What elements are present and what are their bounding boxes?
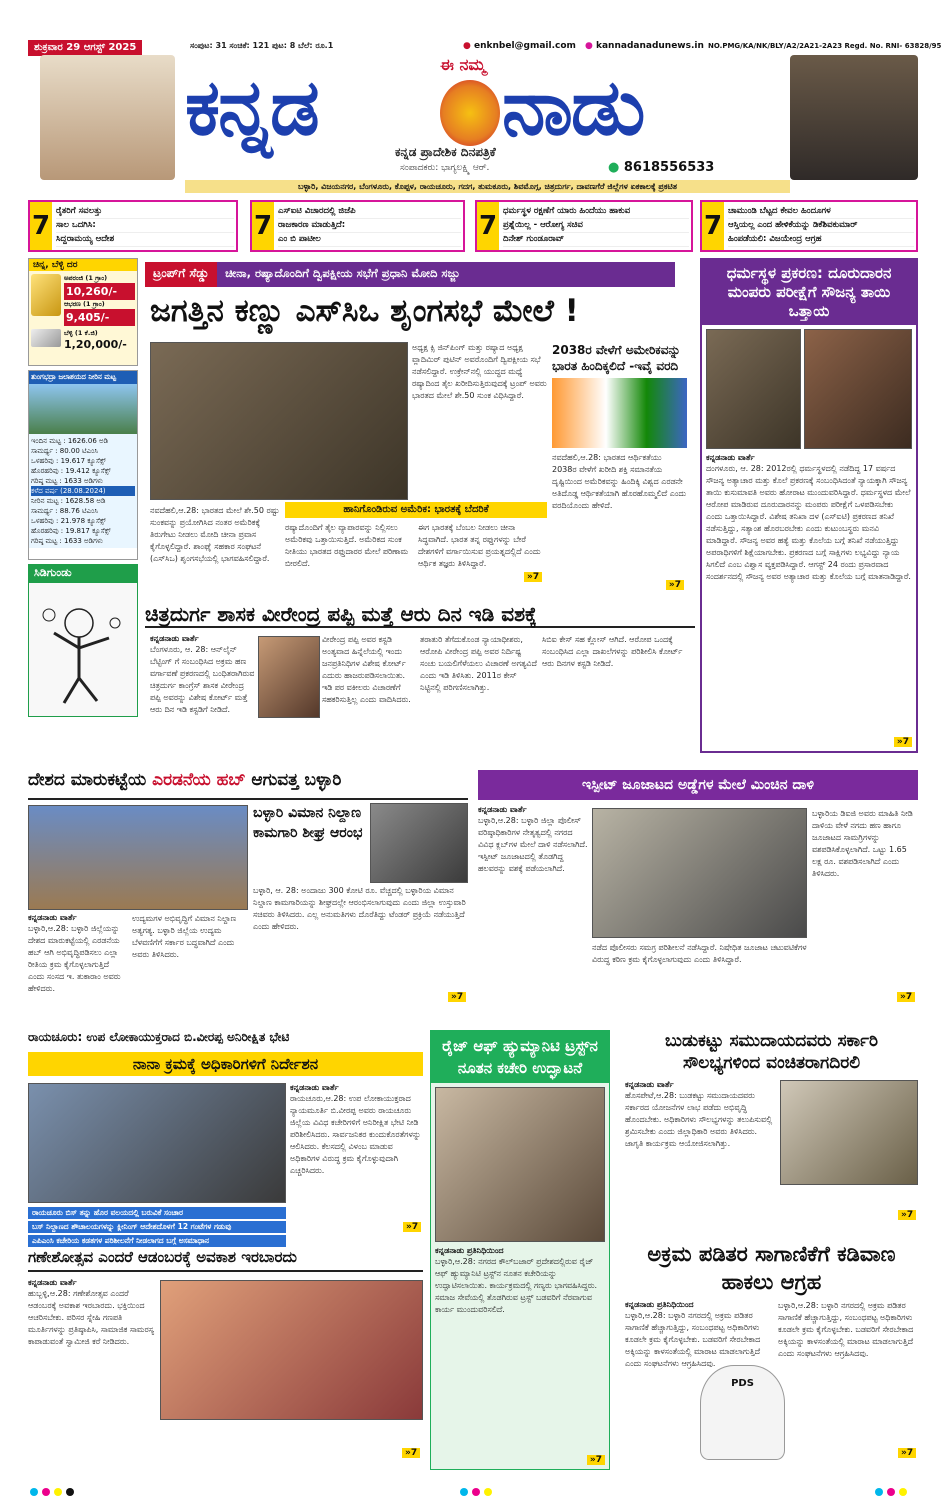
- dharmasthala-photos: [706, 329, 912, 449]
- registration-dot: [887, 1488, 895, 1496]
- raichur-bullet: ಎಪಿಎಂಸಿ ಕಚೇರಿಯ ಕಡತಗಳ ಪರಿಶೀಲನೆಗೆ ನೀಡಲಾಗದ ಬಗ್ಗೆ ಅಸಮಾಧಾನ: [28, 1235, 286, 1247]
- lead-body-2: ನವದೆಹಲಿ,ಆ.28: ಭಾರತದ ಮೇಲೆ ಶೇ.50 ರಷ್ಟು ಸುಂಕವನ್ನು ಪ್ರಯೋಗಿಸಿದ ನಂತರ ಅಮೆರಿಕಕ್ಕೆ ತಿರುಗೇಟು ನೀಡಲು ಮೋದಿ ಚೀನಾ ಪ್ರವಾಸ ಕೈಗೊಳ್ಳಲಿದ್ದಾರೆ. ಶಾಂಘೈ ಸಹಕಾರ ಸಂಘಟನೆ (ಎಸ್‌ಸಿಒ) ಶೃಂಗಸಭೆಯಲ್ಲಿ ಭಾಗವಹಿಸಲಿದ್ದಾರೆ.: [150, 506, 280, 563]
- hub-body-1: ಬಳ್ಳಾರಿ,ಆ.28: ಬಳ್ಳಾರಿ ಜಿಲ್ಲೆಯನ್ನು ದೇಶದ ಮಾರುಕಟ್ಟೆಯಲ್ಲಿ ಎರಡನೆಯ ಹಬ್ ಆಗಿ ಅಭಿವೃದ್ಧಿಪಡಿಸಲು ಎಲ್ಲಾ ರೀತಿಯ ಕ್ರಮ ಕೈಗೊಳ್ಳಲಾಗುತ್ತಿದೆ ಎಂದು ಸಂಸದ ಇ. ತುಕಾರಾಂ ಅವರು ಹೇಳಿದರು.: [28, 924, 121, 993]
- hub-photo: [28, 805, 248, 910]
- hub-body-3: ಬಳ್ಳಾರಿ, ಆ. 28: ಅಂದಾಜು 300 ಕೋಟಿ ರೂ. ವೆಚ್ಚದಲ್ಲಿ ಬಳ್ಳಾರಿಯ ವಿಮಾನ ನಿಲ್ದಾಣ ಕಾಮಗಾರಿಯನ್ನು ಶೀಘ್ರದಲ್ಲೇ ಆರಂಭಿಸಲಾಗುವುದು ಎಂದು ಜಿಲ್ಲಾ ಉಸ್ತುವಾರಿ ಸಚಿವರು ತಿಳಿಸಿದರು. ಎಲ್ಲ ಅನುಮತಿಗಳು ದೊರೆತಿದ್ದು ಟೆಂಡರ್ ಪ್ರಕ್ರಿಯೆ ನಡೆಯುತ್ತಿದೆ ಎಂದು ಹೇಳಿದರು.: [253, 886, 466, 931]
- email-link[interactable]: ● enknbel@gmail.com: [463, 41, 576, 51]
- dam-stats: [29, 434, 137, 548]
- chitradurga-body-2: ವೀರೇಂದ್ರ ಪಪ್ಪಿ ಅವರ ಕಸ್ಟಡಿ ಅಂತ್ಯವಾದ ಹಿನ್ನೆಲೆಯಲ್ಲಿ ಇಂದು ಜನಪ್ರತಿನಿಧಿಗಳ ವಿಶೇಷ ಕೋರ್ಟ್ ಎದುರು ಹಾಜರುಪಡಿಸಲಾಯಿತು. ಇಡಿ ಪರ ವಕೀಲರು ವಿಚಾರಣೆಗೆ ಸಹಕರಿಸುತ್ತಿಲ್ಲ ಎಂದು ವಾದಿಸಿದರು.: [322, 635, 411, 704]
- silver-icon: [31, 329, 61, 347]
- page-number: 7: [702, 202, 724, 250]
- ration-headline: ಅಕ್ರಮ ಪಡಿತರ ಸಾಗಾಣಿಕೆಗೆ ಕಡಿವಾಣ ಹಾಕಲು ಆಗ್ರಹ: [647, 1242, 896, 1294]
- raichur-headline-2: ನಾನಾ ಕ್ರಮಕ್ಕೆ ಅಧಿಕಾರಿಗಳಿಗೆ ನಿರ್ದೇಶನ: [28, 1052, 423, 1076]
- registration-dot: [30, 1488, 38, 1496]
- whatsapp-phone: ● 8618556533: [608, 160, 715, 175]
- chitradurga-body-1: ಬೆಂಗಳೂರು, ಆ. 28: ಆನ್‌ಲೈನ್ ಬೆಟ್ಟಿಂಗ್ ಗೆ ಸಂಬಂಧಿಸಿದ ಅಕ್ರಮ ಹಣ ವರ್ಗಾವಣೆ ಪ್ರಕರಣದಲ್ಲಿ ಬಂಧಿತರಾಗಿರುವ ಚಿತ್ರದುರ್ಗ ಕಾಂಗ್ರೆಸ್ ಶಾಸಕ ವೀರೇಂದ್ರ ಪಪ್ಪಿ ಅವರನ್ನು ವಿಶೇಷ ಕೋರ್ಟ್ ಮತ್ತೆ ಆರು ದಿನ ಇಡಿ ಕಸ್ಟಡಿಗೆ ನೀಡಿದೆ.: [150, 645, 255, 714]
- districts-strip: ಬಳ್ಳಾರಿ, ವಿಜಯನಗರ, ಬೆಂಗಳೂರು, ಕೊಪ್ಪಳ, ರಾಯಚೂರು, ಗದಗ, ತುಮಕೂರು, ಶಿವಮೊಗ್ಗ, ಚಿತ್ರದುರ್ಗ, ದಾವಣಗೆರೆ ಜಿಲ್ಲೆಗಳ ಏಕಕಾಲಕ್ಕೆ ಪ್ರಕಟಿತ: [185, 180, 790, 193]
- registration-dot: [66, 1488, 74, 1496]
- hub-body-2: ಉದ್ಯಮಗಳ ಅಭಿವೃದ್ಧಿಗೆ ವಿಮಾನ ನಿಲ್ದಾಣ ಅತ್ಯಗತ್ಯ. ಬಳ್ಳಾರಿ ಜಿಲ್ಲೆಯ ಉದ್ಯಮ ಬೆಳವಣಿಗೆಗೆ ಸರ್ಕಾರ ಬದ್ಧವಾಗಿದೆ ಎಂದು ಅವರು ತಿಳಿಸಿದರು.: [132, 914, 237, 959]
- dharmasthala-photo-1: [706, 329, 801, 449]
- budakattu-byline: ಕನ್ನಡನಾಡು ವಾರ್ತೆ: [625, 1080, 674, 1089]
- editor: ಸಂಪಾದಕರು: ಭಾಗ್ಯಲಕ್ಷ್ಮಿ ಆರ್.: [400, 163, 490, 173]
- chitradurga-body-3: ತರಾತುರಿ ತೆಗೆದುಕೊಂಡ ನ್ಯಾಯಾಧೀಶರು, ಆರೋಪಿ ವೀರೇಂದ್ರ ಪಪ್ಪಿ ಅವರ ನಿರ್ದಿಷ್ಟ ಸಂಚು ಬಯಲಿಗೆಳೆಯಲು ವಿಚಾರಣೆ ಅಗತ್ಯವಿದೆ ಎಂದು ಇಡಿ ತಿಳಿಸಿತು. 2011ರ ಕೇಸ್ ನಿಟ್ಟಿನಲ್ಲಿ ಪರಿಗಣಿಸಲಾಗಿತ್ತು.: [420, 635, 537, 692]
- dam-row: ಸಾಮರ್ಥ್ಯ : 88.76 ಟಿಎಂಸಿ: [31, 507, 98, 515]
- dharmasthala-photo-2: [804, 329, 912, 449]
- gold1-value: 10,260/-: [64, 283, 135, 300]
- raichur-body: ರಾಯಚೂರು,ಆ.28: ಉಪ ಲೋಕಾಯುಕ್ತರಾದ ನ್ಯಾಯಮೂರ್ತಿ ಬಿ.ವೀರಪ್ಪ ಅವರು ರಾಯಚೂರು ಜಿಲ್ಲೆಯ ವಿವಿಧ ಕಚೇರಿಗಳಿಗೆ ಅನಿರೀಕ್ಷಿತ ಭೇಟಿ ನೀಡಿ ಪರಿಶೀಲಿಸಿದರು. ಸಾರ್ವಜನಿಕರ ಕುಂದುಕೊರತೆಗಳನ್ನು ಆಲಿಸಿದರು. ಕೆಲಸದಲ್ಲಿ ವಿಳಂಬ ಮಾಡುವ ಅಧಿಕಾರಿಗಳ ವಿರುದ್ಧ ಕ್ರಮ ಕೈಗೊಳ್ಳುವುದಾಗಿ ಎಚ್ಚರಿಸಿದರು.: [290, 1094, 421, 1175]
- silver-label: ಬೆಳ್ಳಿ (1 ಕೆ.ಜಿ): [64, 329, 98, 337]
- teaser-line: ಎಸ್‌ಐಟಿ ವಿಚಾರದಲ್ಲಿ ಜಿಜೆಪಿ: [278, 205, 461, 219]
- continued-marker[interactable]: »7: [587, 1455, 605, 1465]
- whatsapp-icon: ●: [608, 160, 624, 175]
- raichur-byline: ಕನ್ನಡನಾಡು ವಾರ್ತೆ: [290, 1083, 339, 1092]
- teaser-2[interactable]: [250, 200, 465, 252]
- dharmasthala-byline: ಕನ್ನಡನಾಡು ವಾರ್ತೆ: [706, 453, 755, 462]
- dam-title: ತುಂಗಭದ್ರಾ ಜಲಾಶಯದ ನೀರಿನ ಮಟ್ಟ: [29, 371, 137, 384]
- website-link[interactable]: ● kannadanadunews.in: [585, 41, 704, 51]
- teaser-3[interactable]: [475, 200, 693, 252]
- gold-icon: [31, 274, 61, 316]
- registration-dot: [484, 1488, 492, 1496]
- budakattu-photo: [780, 1080, 918, 1185]
- ration-body: ಬಳ್ಳಾರಿ,ಆ.28: ಬಳ್ಳಾರಿ ನಗರದಲ್ಲಿ ಅಕ್ರಮ ಪಡಿತರ ಸಾಗಾಣಿಕೆ ಹೆಚ್ಚಾಗುತ್ತಿದ್ದು, ಸಂಬಂಧಪಟ್ಟ ಅಧಿಕಾರಿಗಳು ಕೂಡಲೇ ಕ್ರಮ ಕೈಗೊಳ್ಳಬೇಕು. ಬಡವರಿಗೆ ಸೇರಬೇಕಾದ ಅಕ್ಕಿಯನ್ನು ಕಾಳಸಂತೆಯಲ್ಲಿ ಮಾರಾಟ ಮಾಡಲಾಗುತ್ತಿದೆ ಎಂದು ಸಂಘಟನೆಗಳು ಆಗ್ರಹಿಸಿದವು.: [625, 1311, 761, 1368]
- teaser-line: ಎಂ ಬಿ ಪಾಟೀಲ: [278, 233, 461, 247]
- dam-row: ನೀರಿನ ಮಟ್ಟ : 1628.58 ಅಡಿ: [31, 497, 106, 505]
- chitradurga-headline-bar: [145, 602, 695, 628]
- continued-marker[interactable]: »7: [524, 572, 542, 582]
- registration-number: NO.PMG/KA/NK/BLY/A2/2A21-2A23 Regd. No. RNI- 63828/95: [708, 42, 942, 50]
- continued-marker[interactable]: »7: [898, 1448, 916, 1458]
- chitradurga-headline: ಚಿತ್ರದುರ್ಗ ಶಾಸಕ ವೀರೇಂದ್ರ ಪಪ್ಪಿ ಮತ್ತೆ ಆರು ದಿನ ಇಡಿ ವಶಕ್ಕೆ: [145, 602, 537, 626]
- tagline: ಕನ್ನಡ ಪ್ರಾದೇಶಿಕ ದಿನಪತ್ರಿಕೆ: [395, 145, 496, 159]
- dam-box: [28, 370, 138, 560]
- registration-dot: [875, 1488, 883, 1496]
- lead-sub-body-1: ರಷ್ಯಾದೊಂದಿಗೆ ತೈಲ ವ್ಯಾಪಾರವನ್ನು ನಿಲ್ಲಿಸಲು ಅಮೆರಿಕವು ಒತ್ತಾಯಿಸುತ್ತಿದೆ. ಅಮೆರಿಕದ ಸುಂಕ ನೀತಿಯು ಭಾರತದ ರಫ್ತುದಾರರ ಮೇಲೆ ಪರಿಣಾಮ ಬೀರಲಿದೆ.: [285, 523, 409, 568]
- ganesh-col: [28, 1278, 156, 1468]
- raid-photo: [592, 808, 807, 938]
- continued-marker[interactable]: »7: [403, 1222, 421, 1232]
- left-column: [28, 258, 138, 717]
- issue-meta: ಸಂಪುಟ: 31 ಸಂಚಿಕೆ: 121 ಪುಟ: 8 ಬೆಲೆ: ರೂ.1: [190, 41, 334, 50]
- continued-marker[interactable]: »7: [666, 580, 684, 590]
- raid-body-3: ಬಳ್ಳಾರಿಯ ಡಿಐಜಿ ಅವರು ಮಾಹಿತಿ ನೀಡಿ ದಾಳಿಯ ವೇಳೆ ನಗದು ಹಣ ಹಾಗೂ ಜೂಜಾಟದ ಸಾಮಗ್ರಿಗಳನ್ನು ವಶಪಡಿಸಿಕೊಳ್ಳಲಾಗಿದೆ. ಒಟ್ಟು 1.65 ಲಕ್ಷ ರೂ. ವಶಪಡಿಸಲಾಗಿದೆ ಎಂದು ತಿಳಿಸಿದರು.: [812, 809, 913, 878]
- budakattu-col: [625, 1080, 775, 1230]
- hub-banner-c: ಆಗುವತ್ತ ಬಳ್ಳಾರಿ: [245, 770, 342, 790]
- ration-body-2: ಬಳ್ಳಾರಿ,ಆ.28: ಬಳ್ಳಾರಿ ನಗರದಲ್ಲಿ ಅಕ್ರಮ ಪಡಿತರ ಸಾಗಾಣಿಕೆ ಹೆಚ್ಚಾಗುತ್ತಿದ್ದು, ಸಂಬಂಧಪಟ್ಟ ಅಧಿಕಾರಿಗಳು ಕೂಡಲೇ ಕ್ರಮ ಕೈಗೊಳ್ಳಬೇಕು. ಬಡವರಿಗೆ ಸೇರಬೇಕಾದ ಅಕ್ಕಿಯನ್ನು ಕಾಳಸಂತೆಯಲ್ಲಿ ಮಾರಾಟ ಮಾಡಲಾಗುತ್ತಿದೆ ಎಂದು ಸಂಘಟನೆಗಳು ಆಗ್ರಹಿಸಿದವು.: [778, 1301, 914, 1358]
- raichur-photo: [28, 1083, 286, 1203]
- portrait-right: [790, 55, 918, 180]
- lead-kicker: ಟ್ರಂಪ್‌ಗೆ ಸೆಡ್ಡು: [145, 262, 217, 287]
- raichur-bullet: ರಾಯಚೂರು ಬಿಸ್ ತನ್ನು ಹೊರ ವಲಯದಲ್ಲಿ ಬರುವಿಕೆ ಸಂಚಾರ: [28, 1207, 286, 1219]
- teaser-line: ಸಾಲ ಒದಗಿಸಿ:: [56, 219, 234, 233]
- gdp-title: 2038ರ ವೇಳೆಗೆ ಅಮೇರಿಕವನ್ನು ಭಾರತ ಹಿಂದಿಕ್ಕಲಿದೆ -ಇವೈ ವರದಿ: [552, 343, 681, 373]
- rise-headline: ರೈಜ್ ಆಫ್ ಹ್ಯುಮ್ಯಾನಿಟಿ ಟ್ರಸ್ಟ್‌ನ ನೂತನ ಕಚೇರಿ ಉದ್ಘಾಟನೆ: [431, 1031, 609, 1083]
- dam-row: ಒಳಹರಿವು : 19.617 ಕ್ಯೂಸೆಕ್ಸ್: [31, 457, 106, 465]
- teaser-1[interactable]: [28, 200, 238, 252]
- raid-body-1: ಬಳ್ಳಾರಿ,ಆ.28: ಬಳ್ಳಾರಿ ಜಿಲ್ಲಾ ಪೊಲೀಸ್ ವರಿಷ್ಠಾಧಿಕಾರಿಗಳ ನೇತೃತ್ವದಲ್ಲಿ ನಗರದ ವಿವಿಧ ಕ್ಲಬ್‌ಗಳ ಮೇಲೆ ದಾಳಿ ನಡೆಸಲಾಗಿದೆ. ಇಸ್ಪೀಟ್ ಜೂಜಾಟದಲ್ಲಿ ತೊಡಗಿದ್ದ ಹಲವರನ್ನು ವಶಕ್ಕೆ ಪಡೆಯಲಾಗಿದೆ.: [478, 816, 588, 873]
- page-number: 7: [252, 202, 274, 250]
- masthead-title-left: ಕನ್ನಡ: [185, 63, 318, 153]
- portrait-left: [40, 55, 175, 180]
- dharmasthala-story: [700, 258, 918, 753]
- rise-story: [430, 1030, 610, 1470]
- chitradurga-body-4: ಸಿಬಿಐ ಕೇಸ್ ಸಹ ಕ್ಲೋಸ್ ಆಗಿದೆ. ಆರೋಪ ಒಂದಕ್ಕೆ ಸಂಬಂಧಿಸಿದ ಎಲ್ಲಾ ದಾಖಲೆಗಳನ್ನು ಪರಿಶೀಲಿಸಿ ಕೋರ್ಟ್ ಆರು ದಿನಗಳ ಕಸ್ಟಡಿ ನೀಡಿದೆ.: [542, 635, 683, 668]
- dam-row: ಗರಿಷ್ಠ ಮಟ್ಟ : 1633 ಅಡಿಗಳು: [31, 537, 103, 545]
- dam-row: ಸಾಮರ್ಥ್ಯ : 80.00 ಟಿಎಂಸಿ: [31, 447, 98, 455]
- ganesh-photo: [160, 1280, 423, 1420]
- mail-icon: ●: [463, 41, 474, 51]
- page-number: 7: [477, 202, 499, 250]
- pds-sack-icon: [700, 1365, 785, 1460]
- globe-icon: ●: [585, 41, 596, 51]
- cartoon-title: ಸಿಡಿಗುಂಡು: [28, 564, 138, 582]
- lead-subhead: ಹಾನಿಗೊಂಡಿರುವ ಅಮೆರಿಕ: ಭಾರತಕ್ಕೆ ಬೆದರಿಕೆ: [285, 502, 547, 518]
- lead-strap-text: ಚೀನಾ, ರಷ್ಯಾದೊಂದಿಗೆ ದ್ವಿಪಕ್ಷೀಯ ಸಭೆಗೆ ಪ್ರಧಾನಿ ಮೋದಿ ಸಜ್ಜು: [217, 262, 675, 287]
- sack-label: PDS: [731, 1378, 754, 1389]
- silver-value: 1,20,000/-: [64, 338, 127, 351]
- masthead-title-right: ನಾಡು: [502, 63, 644, 153]
- rise-body: ಬಳ್ಳಾರಿ,ಆ.28: ನಗರದ ಕೌಲ್‌ಬಜಾರ್ ಪ್ರದೇಶದಲ್ಲಿರುವ ರೈಜ್ ಆಫ್ ಹ್ಯುಮ್ಯಾನಿಟಿ ಟ್ರಸ್ಟ್‌ನ ನೂತನ ಕಚೇರಿಯನ್ನು ಉದ್ಘಾಟಿಸಲಾಯಿತು. ಕಾರ್ಯಕ್ರಮದಲ್ಲಿ ಗಣ್ಯರು ಭಾಗವಹಿಸಿದ್ದರು. ಸಮಾಜ ಸೇವೆಯಲ್ಲಿ ತೊಡಗಿರುವ ಟ್ರಸ್ಟ್ ಬಡವರಿಗೆ ನೆರವಾಗುವ ಕಾರ್ಯ ಮುಂದುವರಿಸಲಿದೆ.: [435, 1257, 598, 1314]
- hub-banner-b: ಎರಡನೆಯ ಹಬ್: [152, 770, 246, 790]
- raid-byline: ಕನ್ನಡನಾಡು ವಾರ್ತೆ: [478, 805, 527, 814]
- ballari-hub-banner: [28, 770, 468, 800]
- teaser-line: ರಾಜಕಾರಣ ಮಾಡುತ್ತಿದೆ:: [278, 219, 461, 233]
- budakattu-headline: ಬುಡುಕಟ್ಟು ಸಮುದಾಯದವರು ಸರ್ಕಾರಿ ಸೌಲಭ್ಯಗಳಿಂದ ವಂಚಿತರಾಗದಿರಲಿ: [665, 1031, 878, 1073]
- ganesh-body: ಹುಬ್ಬಳ್ಳಿ,ಆ.28: ಗಣೇಶೋತ್ಸವ ಎಂದರೆ ಆಡಂಬರಕ್ಕೆ ಅವಕಾಶ ಇರಬಾರದು. ಭಕ್ತಿಯಿಂದ ಆಚರಿಸಬೇಕು. ಪರಿಸರ ಸ್ನೇಹಿ ಗಣಪತಿ ಮೂರ್ತಿಗಳನ್ನು ಪ್ರತಿಷ್ಠಾಪಿಸಿ, ಸಾಮಾಜಿಕ ಸಾಮರಸ್ಯ ಕಾಪಾಡುವಂತೆ ಸ್ವಾಮೀಜಿ ಕರೆ ನೀಡಿದರು.: [28, 1289, 155, 1346]
- continued-marker[interactable]: »7: [897, 992, 915, 1002]
- teaser-line: ಚಾಮುಂಡಿ ಬೆಟ್ಟದ ಕೇವಲ ಹಿಂದೂಗಳ: [728, 205, 914, 219]
- continued-marker[interactable]: »7: [448, 992, 466, 1002]
- gold2-label: ಆಭರಣ (1 ಗ್ರಾಂ): [64, 300, 105, 308]
- registration-dot: [899, 1488, 907, 1496]
- lead-strap: [145, 262, 675, 287]
- teaser-line: ಸಿದ್ದರಾಮಯ್ಯ ಆದೇಶ: [56, 233, 234, 247]
- cartoon-drawing: [29, 583, 137, 716]
- raichur-col: [290, 1083, 423, 1241]
- rise-byline: ಕನ್ನಡನಾಡು ಪ್ರತಿನಿಧಿಯಿಂದ: [435, 1246, 504, 1255]
- dharmasthala-headline: ಧರ್ಮಸ್ಥಳ ಪ್ರಕರಣ: ದೂರುದಾರನ ಮಂಪರು ಪರೀಕ್ಷೆಗೆ ಸೌಜನ್ಯ ತಾಯಿ ಒತ್ತಾಯ: [702, 260, 916, 325]
- hub-banner-a: ದೇಶದ ಮಾರುಕಟ್ಟೆಯ: [28, 770, 153, 790]
- gold1-label: ಅಪರಂಜಿ (1 ಗ್ರಾಂ): [64, 274, 108, 282]
- gold2-value: 9,405/-: [64, 309, 135, 326]
- raid-banner: ಇಸ್ಪೀಟ್ ಜೂಜಾಟದ ಅಡ್ಡೆಗಳ ಮೇಲೆ ಮಿಂಚಿನ ದಾಳಿ: [478, 770, 918, 800]
- raid-body-2: ನಡೆದ ಪೊಲೀಸರು ಸಮಗ್ರ ಪರಿಶೀಲನೆ ನಡೆಸಿದ್ದಾರೆ. ನಿಷೇಧಿತ ಜೂಜಾಟ ಚಟುವಟಿಕೆಗಳ ವಿರುದ್ಧ ಕಠಿಣ ಕ್ರಮ ಕೈಗೊಳ್ಳಲಾಗುವುದು ಎಂದು ತಿಳಿಸಿದ್ದಾರೆ.: [592, 943, 807, 964]
- hub-byline: ಕನ್ನಡನಾಡು ವಾರ್ತೆ: [28, 913, 77, 922]
- airport-headline: ಬಳ್ಳಾರಿ ವಿಮಾನ ನಿಲ್ದಾಣ ಕಾಮಗಾರಿ ಶೀಘ್ರ ಆರಂಭ: [253, 805, 363, 841]
- continued-marker[interactable]: »7: [894, 737, 912, 747]
- page-number: 7: [30, 202, 52, 250]
- dam-row: ಹೊರಹರಿವು : 19.817 ಕ್ಯೂಸೆಕ್ಸ್: [31, 527, 111, 535]
- rise-photo: [435, 1087, 605, 1242]
- continued-marker[interactable]: »7: [898, 1210, 916, 1220]
- raichur-headline-1: ರಾಯಚೂರು: ಉಪ ಲೋಕಾಯುಕ್ತರಾದ ಬಿ.ವೀರಪ್ಪ ಅನಿರೀಕ್ಷಿತ ಭೇಟಿ: [28, 1030, 290, 1044]
- registration-dot: [472, 1488, 480, 1496]
- airport-photo: [370, 803, 468, 883]
- registration-dot: [42, 1488, 50, 1496]
- gold-silver-box: [28, 258, 138, 366]
- raichur-bullet: ಬಸ್ ನಿಲ್ದಾಣದ ಶೌಚಾಲಯಗಳನ್ನು ಕ್ಲೀನಿಂಗ್ ಆದೇಶದೊಳಗೆ 12 ಗಂಟೆಗಳ ಗಡುವು: [28, 1221, 286, 1233]
- lead-body-1: ಅಧ್ಯಕ್ಷ ಕ್ಸಿ ಜಿನ್‌ಪಿಂಗ್ ಮತ್ತು ರಷ್ಯಾದ ಅಧ್ಯಕ್ಷ ವ್ಲಾದಿಮಿರ್ ಪುಟಿನ್ ಅವರೊಂದಿಗೆ ದ್ವಿಪಕ್ಷೀಯ ಸಭೆ ನಡೆಸಲಿದ್ದಾರೆ. ಉಕ್ರೇನ್‌ನಲ್ಲಿ ಯುದ್ಧದ ಮಧ್ಯೆ ರಷ್ಯಾದಿಂದ ತೈಲ ಖರೀದಿಸುತ್ತಿರುವುದಕ್ಕೆ ಟ್ರಂಪ್ ಅವರು ಭಾರತದ ಮೇಲೆ ಶೇ.50 ಸುಂಕ ವಿಧಿಸಿದ್ದಾರೆ.: [412, 343, 547, 400]
- continued-marker[interactable]: »7: [402, 1448, 420, 1458]
- chitradurga-col-1: [150, 634, 255, 756]
- ganesh-byline: ಕನ್ನಡನಾಡು ವಾರ್ತೆ: [28, 1278, 77, 1287]
- lead-photo: [150, 342, 408, 500]
- raichur-bullets: [28, 1207, 286, 1247]
- gdp-body: ನವದೆಹಲಿ,ಆ.28: ಭಾರತದ ಆರ್ಥಿಕತೆಯು 2038ರ ವೇಳೆಗೆ ಖರೀದಿ ಶಕ್ತಿ ಸಮಾನತೆಯ ದೃಷ್ಟಿಯಿಂದ ಅಮೆರಿಕವನ್ನು ಹಿಂದಿಕ್ಕಿ ವಿಶ್ವದ ಎರಡನೇ ಅತಿದೊಡ್ಡ ಆರ್ಥಿಕತೆಯಾಗಿ ಹೊರಹೊಮ್ಮಲಿದೆ ಎಂದು ವರದಿಯೊಂದು ಹೇಳಿದೆ.: [552, 453, 687, 510]
- lead-sub-body-2: ಈಗ ಭಾರತಕ್ಕೆ ಬೆಂಬಲ ನೀಡಲು ಚೀನಾ ಸಿದ್ಧವಾಗಿದೆ. ಭಾರತ ತನ್ನ ರಫ್ತುಗಳನ್ನು ಬೇರೆ ದೇಶಗಳಿಗೆ ವರ್ಗಾಯಿಸುವ ಪ್ರಯತ್ನದಲ್ಲಿದೆ ಎಂದು ಆರ್ಥಿಕ ತಜ್ಞರು ತಿಳಿಸಿದ್ದಾರೆ.: [418, 523, 541, 568]
- ganesh-headline: ಗಣೇಶೋತ್ಸವ ಎಂದರೆ ಆಡಂಬರಕ್ಕೆ ಅವಕಾಶ ಇರಬಾರದು: [28, 1248, 423, 1272]
- masthead-prefix: ಈ ನಮ್ಮ: [440, 55, 486, 74]
- lead-headline: ಜಗತ್ತಿನ ಕಣ್ಣು ಎಸ್‌ಸಿಒ ಶೃಂಗಸಭೆ ಮೇಲೆ !: [150, 293, 579, 329]
- teaser-line: ರೈತರಿಗೆ ಸವಲತ್ತು: [56, 205, 234, 219]
- teaser-line: ಆಸ್ತಿಯಲ್ಲ ಎಂದ ಹೇಳಿಕೆಯನ್ನು ಡಿಕೆಶಿವಕುಮಾರ್: [728, 219, 914, 233]
- teaser-line: ದಿನೇಶ್ ಗುಂಡೂರಾವ್: [503, 233, 689, 247]
- gdp-sidebar: [552, 342, 687, 592]
- hub-col-1: [28, 913, 128, 1009]
- dam-row: ಹೊರಹರಿವು : 19.412 ಕ್ಯೂಸೆಕ್ಸ್: [31, 467, 111, 475]
- chitradurga-byline: ಕನ್ನಡನಾಡು ವಾರ್ತೆ: [150, 634, 199, 643]
- dam-row: ಒಳಹರಿವು : 21.978 ಕ್ಯೂಸೆಕ್ಸ್: [31, 517, 106, 525]
- price-title: ಚಿನ್ನ, ಬೆಳ್ಳಿ ದರ: [29, 259, 137, 271]
- dharmasthala-body: ದಂಗಳೂರು, ಆ. 28: 2012ರಲ್ಲಿ ಧರ್ಮಸ್ಥಳದಲ್ಲಿ ನಡೆದಿದ್ದ 17 ವರ್ಷದ ಸೌಜನ್ಯ ಅತ್ಯಾಚಾರ ಮತ್ತು ಕೊಲೆ ಪ್ರಕರಣಕ್ಕೆ ಸಂಬಂಧಿಸಿದಂತೆ ನ್ಯಾಯಕ್ಕಾಗಿ ಸೌಜನ್ಯ ತಾಯಿ ಕುಸುಮಾವತಿ ಅವರು ಹೋರಾಟ ಮುಂದುವರಿಸಿದ್ದಾರೆ. ಧರ್ಮಸ್ಥಳದ ಮೇಲೆ ಆರೋಪ ಮಾಡಿರುವ ದೂರುದಾರನನ್ನು ಮಂಪರು ಪರೀಕ್ಷೆಗೆ ಒಳಪಡಿಸಬೇಕು ಎಂದು ಒತ್ತಾಯಿಸಿದ್ದಾರೆ. ವಿಶೇಷ ತನಿಖಾ ದಳ (ಎಸ್‌ಐಟಿ) ಪ್ರಕರಣದ ತನಿಖೆ ನಡೆಸುತ್ತಿದ್ದು, ಸತ್ಯಾಂಶ ಹೊರಬರಬೇಕು ಎಂದು ಕುಟುಂಬಸ್ಥರು ಮನವಿ ಮಾಡಿದ್ದಾರೆ. ಸೌಜನ್ಯ ಅವರ ಹತ್ಯೆ ಮತ್ತು ಕೊಲೆಯ ಬಗ್ಗೆ ತನಿಖೆ ನಡೆಯುತ್ತಿದ್ದು ಅಪರಾಧಿಗಳಿಗೆ ಶಿಕ್ಷೆಯಾಗಬೇಕು. ಪ್ರಕರಣದ ಬಗ್ಗೆ ಸಾಕ್ಷಿಗಳು ಲಭ್ಯವಿದ್ದು ನ್ಯಾಯ ಸಿಗಲಿದೆ ಎಂಬ ವಿಶ್ವಾಸ ವ್ಯಕ್ತಪಡಿಸಿದ್ದಾರೆ. ಆಗಸ್ಟ್ 24 ರಂದು ಪ್ರಸಾರವಾದ ಸಂದರ್ಶನದಲ್ಲಿ ಸೌಜನ್ಯ ಅವರ ಅತ್ಯಾಚಾರ ಮತ್ತು ಕೊಲೆಯ ಬಗ್ಗೆ ಮಾತನಾಡಿದ್ದಾರೆ.: [706, 464, 911, 581]
- teaser-line: ಧರ್ಮಸ್ಥಳ ರಕ್ಷಣೆಗೆ ಯಾರು ಹಿಂದೆಯು ಹಾಕುವ: [503, 205, 689, 219]
- teaser-line: ಪ್ರಶ್ನೆಯಿಲ್ಲ - ಆರೋಗ್ಯ ಸಚಿವ: [503, 219, 689, 233]
- dam-photo: [29, 384, 137, 434]
- gdp-graphic: [552, 378, 687, 448]
- issue-date: ಶುಕ್ರವಾರ 29 ಆಗಸ್ಟ್ 2025: [28, 40, 142, 56]
- dam-row: ಗರಿಷ್ಠ ಮಟ್ಟ : 1633 ಅಡಿಗಳು: [31, 477, 103, 485]
- ration-col: [625, 1300, 775, 1370]
- dam-row: ಇಂದಿನ ಮಟ್ಟ : 1626.06 ಅಡಿ: [31, 437, 109, 445]
- registration-dot: [54, 1488, 62, 1496]
- dam-row: ಕಳೆದ ವರ್ಷ (28.08.2024): [31, 486, 135, 496]
- ration-byline: ಕನ್ನಡನಾಡು ಪ್ರತಿನಿಧಿಯಿಂದ: [625, 1300, 694, 1309]
- registration-dot: [460, 1488, 468, 1496]
- raid-col-1: [478, 805, 588, 945]
- teaser-4[interactable]: [700, 200, 918, 252]
- budakattu-body: ಹೊಸಪೇಟೆ,ಆ.28: ಬುಡಕಟ್ಟು ಸಮುದಾಯದವರು ಸರ್ಕಾರದ ಯೋಜನೆಗಳ ಲಾಭ ಪಡೆದು ಅಭಿವೃದ್ಧಿ ಹೊಂದಬೇಕು. ಅಧಿಕಾರಿಗಳು ಸೌಲಭ್ಯಗಳನ್ನು ತಲುಪಿಸುವಲ್ಲಿ ಶ್ರಮಿಸಬೇಕು ಎಂದು ಜಿಲ್ಲಾಧಿಕಾರಿ ಅವರು ತಿಳಿಸಿದರು. ಜಾಗೃತಿ ಕಾರ್ಯಕ್ರಮ ಆಯೋಜಿಸಲಾಗಿತ್ತು.: [625, 1091, 773, 1148]
- karnataka-emblem-icon: [440, 80, 500, 146]
- teaser-line: ಹಿಂಪಡೆಯಲಿ: ವಿಜಯೇಂದ್ರ ಆಗ್ರಹ: [728, 233, 914, 247]
- cartoon: [28, 582, 138, 717]
- mla-photo: [258, 636, 320, 718]
